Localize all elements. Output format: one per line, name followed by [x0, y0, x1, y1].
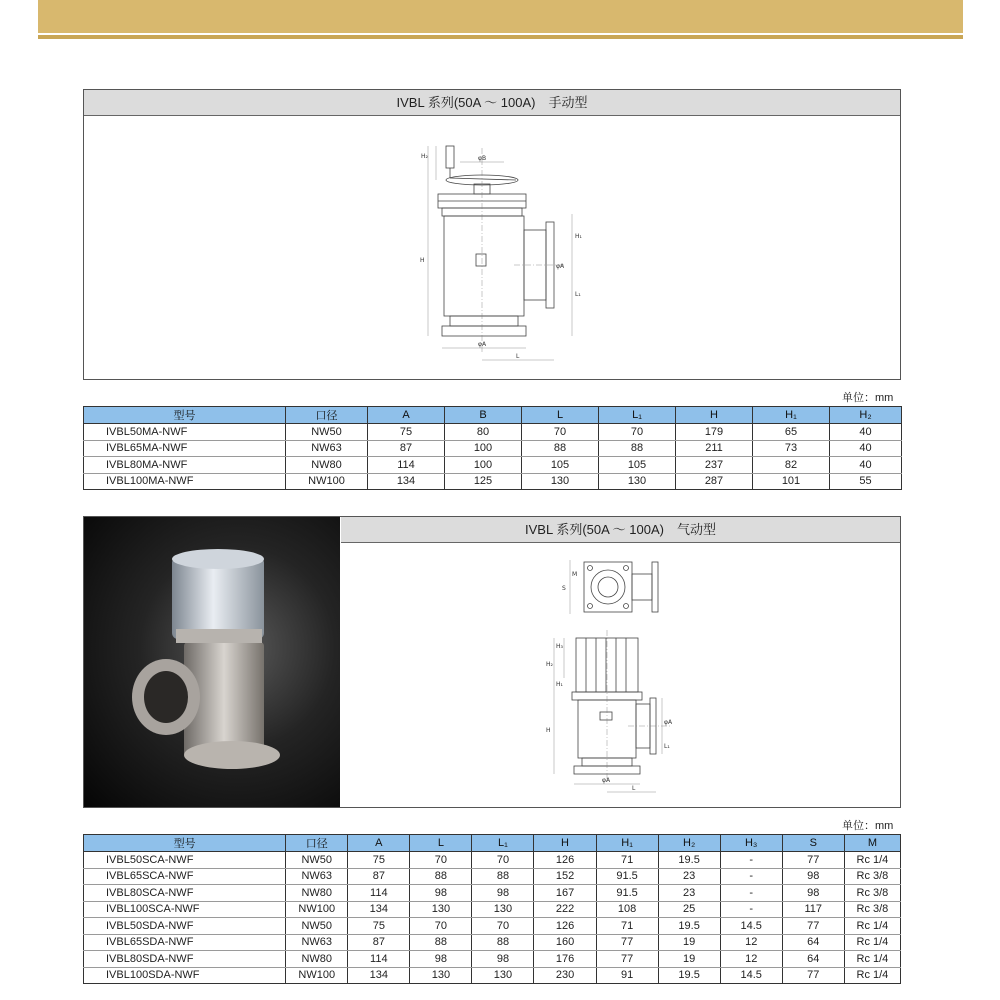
table-cell: 75 [368, 424, 445, 441]
table-cell: 70 [522, 424, 599, 441]
table-cell: 98 [472, 951, 534, 968]
table-cell: 19.5 [658, 852, 720, 869]
column-header: H₂ [830, 407, 902, 424]
manual-valve-drawing [404, 138, 594, 370]
table-cell: NW63 [286, 934, 348, 951]
model-cell: IVBL50SCA-NWF [84, 852, 286, 869]
column-header: H₃ [720, 835, 782, 852]
table-row [84, 918, 901, 935]
table-cell: 70 [472, 918, 534, 935]
model-cell: IVBL50MA-NWF [84, 424, 286, 441]
table-cell: 98 [410, 885, 472, 902]
table-row [84, 901, 901, 918]
table-cell: Rc 3/8 [844, 868, 900, 885]
table-cell: 87 [348, 868, 410, 885]
dim-label: φA [602, 777, 611, 784]
table-cell: 176 [534, 951, 596, 968]
dim-label: H [546, 727, 551, 734]
dim-label: S [562, 585, 566, 592]
table-cell: 134 [368, 473, 445, 490]
table-cell: 64 [782, 934, 844, 951]
column-header: A [348, 835, 410, 852]
table-cell: 40 [830, 440, 902, 457]
column-header: M [844, 835, 900, 852]
table-row [84, 967, 901, 984]
table-cell: 87 [368, 440, 445, 457]
table-cell: 88 [599, 440, 676, 457]
table-cell: 87 [348, 934, 410, 951]
table-cell: 100 [445, 440, 522, 457]
table-row [84, 885, 901, 902]
table-cell: 25 [658, 901, 720, 918]
dim-label: φA [478, 341, 487, 348]
table-cell: 19 [658, 934, 720, 951]
table-cell: 167 [534, 885, 596, 902]
table-cell: 91.5 [596, 885, 658, 902]
dim-label: L [516, 353, 520, 360]
table-cell: NW80 [286, 951, 348, 968]
table-cell: 130 [410, 901, 472, 918]
dim-label: H [420, 257, 425, 264]
model-cell: IVBL100MA-NWF [84, 473, 286, 490]
table-header-row [84, 407, 902, 424]
table-cell: Rc 1/4 [844, 967, 900, 984]
table-cell: 40 [830, 457, 902, 474]
column-header: H [676, 407, 753, 424]
table-cell: 77 [782, 967, 844, 984]
table-cell: 98 [782, 868, 844, 885]
table-cell: 179 [676, 424, 753, 441]
table-row [84, 457, 902, 474]
header-gold-bar [38, 0, 963, 33]
model-cell: IVBL80SCA-NWF [84, 885, 286, 902]
dim-label: L₁ [664, 743, 670, 750]
table-cell: 19.5 [658, 967, 720, 984]
table-cell: NW80 [286, 885, 348, 902]
table-cell: 98 [782, 885, 844, 902]
table-cell: 114 [348, 885, 410, 902]
table-cell: 82 [753, 457, 830, 474]
dim-label: H₁ [556, 681, 563, 688]
column-header: 型号 [84, 407, 286, 424]
table-cell: 126 [534, 918, 596, 935]
dim-label: L₁ [575, 291, 581, 298]
table-cell: NW63 [286, 868, 348, 885]
model-cell: IVBL65MA-NWF [84, 440, 286, 457]
dim-label: H₁ [575, 233, 582, 240]
manual-valve-panel [83, 89, 901, 380]
table-cell: NW63 [286, 440, 368, 457]
table-cell: 126 [534, 852, 596, 869]
table-row [84, 424, 902, 441]
column-header: H [534, 835, 596, 852]
table-cell: 88 [472, 934, 534, 951]
table-cell: 23 [658, 868, 720, 885]
table-cell: 77 [782, 918, 844, 935]
table-cell: 130 [472, 967, 534, 984]
table-cell: 65 [753, 424, 830, 441]
model-cell: IVBL80SDA-NWF [84, 951, 286, 968]
table-cell: 80 [445, 424, 522, 441]
unit-label-1: 单位：mm [842, 392, 894, 404]
table-cell: NW100 [286, 901, 348, 918]
dim-label: H₂ [421, 153, 428, 160]
table-cell: 75 [348, 852, 410, 869]
table-cell: Rc 1/4 [844, 918, 900, 935]
table-cell: NW80 [286, 457, 368, 474]
table-cell: Rc 1/4 [844, 934, 900, 951]
table-cell: 130 [599, 473, 676, 490]
column-header: A [368, 407, 445, 424]
table-row [84, 440, 902, 457]
pneumatic-table-body [84, 852, 901, 984]
table-cell: 222 [534, 901, 596, 918]
table-cell: 211 [676, 440, 753, 457]
dim-label: H₂ [546, 661, 553, 668]
table-cell: - [720, 885, 782, 902]
table-cell: 134 [348, 967, 410, 984]
table-cell: 14.5 [720, 967, 782, 984]
unit-label-2: 单位：mm [842, 820, 894, 832]
table-cell: 114 [368, 457, 445, 474]
table-cell: 98 [410, 951, 472, 968]
table-cell: 40 [830, 424, 902, 441]
table-cell: Rc 3/8 [844, 901, 900, 918]
pneumatic-valve-title: IVBL 系列(50A ～ 100A) 气动型 [341, 517, 900, 543]
table-row [84, 868, 901, 885]
model-cell: IVBL100SDA-NWF [84, 967, 286, 984]
table-cell: 19 [658, 951, 720, 968]
table-cell: 73 [753, 440, 830, 457]
table-cell: 98 [472, 885, 534, 902]
model-cell: IVBL65SCA-NWF [84, 868, 286, 885]
table-cell: 101 [753, 473, 830, 490]
table-cell: - [720, 868, 782, 885]
table-row [84, 934, 901, 951]
dim-label: φA [664, 719, 673, 726]
table-cell: - [720, 852, 782, 869]
handle-grip [446, 146, 454, 168]
table-cell: 100 [445, 457, 522, 474]
table-cell: 134 [348, 901, 410, 918]
dim-label: φB [478, 155, 487, 162]
dim-label: M [572, 571, 578, 578]
table-cell: 75 [348, 918, 410, 935]
table-cell: 130 [410, 967, 472, 984]
table-cell: 14.5 [720, 918, 782, 935]
valve-product-photo [84, 517, 340, 807]
table-cell: 70 [410, 852, 472, 869]
manual-spec-table [83, 406, 902, 490]
table-cell: Rc 1/4 [844, 951, 900, 968]
table-cell: NW100 [286, 473, 368, 490]
table-cell: 287 [676, 473, 753, 490]
table-row [84, 852, 901, 869]
table-cell: 12 [720, 934, 782, 951]
table-cell: 23 [658, 885, 720, 902]
table-cell: 64 [782, 951, 844, 968]
table-cell: 152 [534, 868, 596, 885]
table-cell: 70 [472, 852, 534, 869]
table-cell: NW50 [286, 852, 348, 869]
table-cell: 91.5 [596, 868, 658, 885]
column-header: H₂ [658, 835, 720, 852]
model-cell: IVBL65SDA-NWF [84, 934, 286, 951]
table-cell: 70 [410, 918, 472, 935]
table-cell: 71 [596, 918, 658, 935]
table-cell: NW50 [286, 918, 348, 935]
manual-valve-title: IVBL 系列(50A ～ 100A) 手动型 [84, 90, 900, 116]
table-cell: 160 [534, 934, 596, 951]
table-cell: - [720, 901, 782, 918]
column-header: L [410, 835, 472, 852]
table-cell: 77 [596, 951, 658, 968]
table-cell: 105 [522, 457, 599, 474]
header-gold-rule [38, 35, 963, 39]
column-header: L₁ [599, 407, 676, 424]
table-cell: 130 [522, 473, 599, 490]
model-cell: IVBL100SCA-NWF [84, 901, 286, 918]
table-cell: 88 [472, 868, 534, 885]
dim-label: φA [556, 263, 565, 270]
table-cell: 88 [410, 934, 472, 951]
table-cell: 77 [782, 852, 844, 869]
table-cell: 125 [445, 473, 522, 490]
pneumatic-valve-drawing [540, 552, 690, 802]
table-cell: 91 [596, 967, 658, 984]
sight-window [476, 254, 486, 266]
dim-label: L [632, 785, 636, 792]
table-cell: 88 [522, 440, 599, 457]
column-header: B [445, 407, 522, 424]
table-cell: NW50 [286, 424, 368, 441]
model-cell: IVBL50SDA-NWF [84, 918, 286, 935]
photo-actuator [172, 557, 264, 639]
column-header: L₁ [472, 835, 534, 852]
column-header: H₁ [753, 407, 830, 424]
table-cell: 114 [348, 951, 410, 968]
table-row [84, 951, 901, 968]
column-header: 口径 [286, 835, 348, 852]
model-cell: IVBL80MA-NWF [84, 457, 286, 474]
table-cell: 117 [782, 901, 844, 918]
table-cell: 130 [472, 901, 534, 918]
column-header: S [782, 835, 844, 852]
table-cell: 230 [534, 967, 596, 984]
table-cell: 70 [599, 424, 676, 441]
table-cell: 108 [596, 901, 658, 918]
table-cell: 12 [720, 951, 782, 968]
table-cell: Rc 3/8 [844, 885, 900, 902]
table-cell: 71 [596, 852, 658, 869]
manual-table-body [84, 424, 902, 490]
table-cell: 55 [830, 473, 902, 490]
pneumatic-spec-table [83, 834, 901, 984]
table-cell: 237 [676, 457, 753, 474]
column-header: L [522, 407, 599, 424]
table-cell: 19.5 [658, 918, 720, 935]
bottom-flange [442, 326, 526, 336]
table-row [84, 473, 902, 490]
dim-label: H₃ [556, 643, 563, 650]
table-cell: 105 [599, 457, 676, 474]
table-cell: 88 [410, 868, 472, 885]
table-cell: 77 [596, 934, 658, 951]
column-header: 型号 [84, 835, 286, 852]
column-header: 口径 [286, 407, 368, 424]
table-cell: Rc 1/4 [844, 852, 900, 869]
table-cell: NW100 [286, 967, 348, 984]
column-header: H₁ [596, 835, 658, 852]
table-header-row [84, 835, 901, 852]
